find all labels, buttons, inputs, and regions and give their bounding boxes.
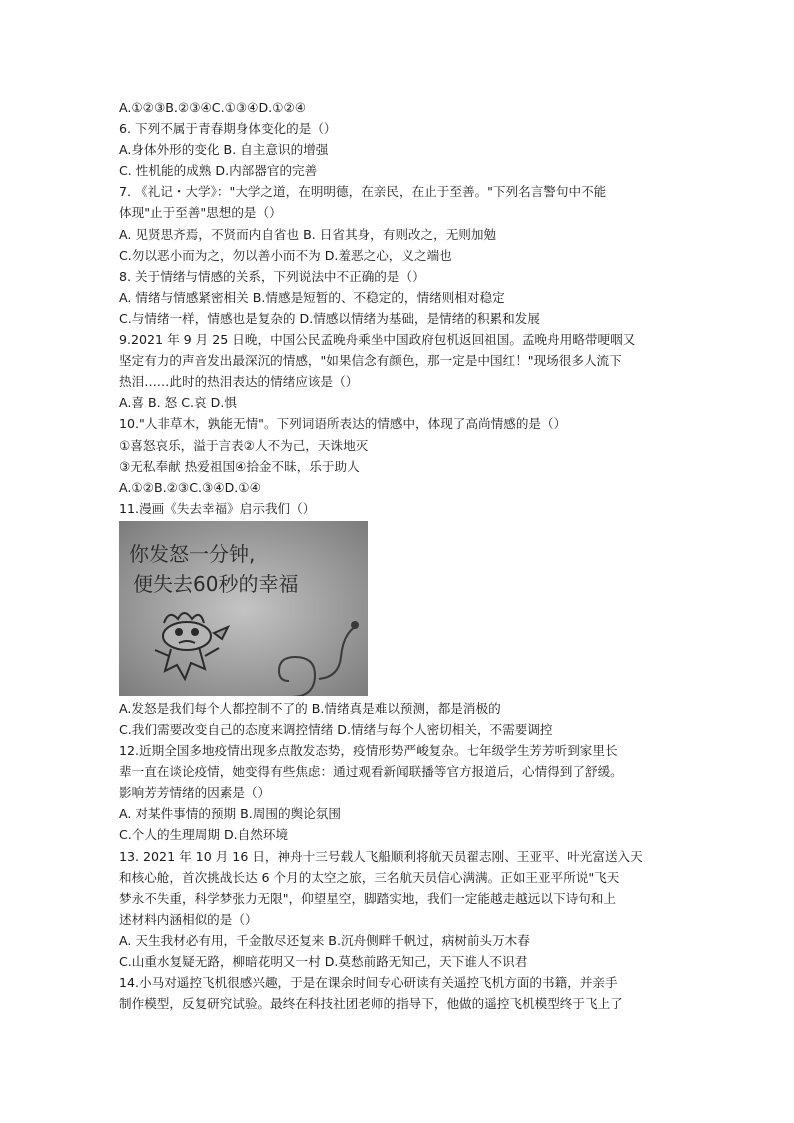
text-before-image-line: C. 性机能的成熟 D.内部器官的完善: [119, 163, 318, 179]
text-after-image-line: 述材料内涵相似的是（）: [119, 911, 258, 927]
text-before-image-line: 10."人非草木，孰能无情"。下列词语所表达的情感中，体现了高尚情感的是（）: [119, 416, 567, 432]
text-after-image-line: 12.近期全国多地疫情出现多点散发态势，疫情形势严峻复杂。七年级学生芳芳听到家里长: [119, 743, 618, 759]
text-after-image-line: C.山重水复疑无路，柳暗花明又一村 D.莫愁前路无知己，天下谁人不识君: [119, 954, 528, 969]
comic-drawing: [119, 521, 368, 696]
text-after-image-line: 和核心舱，首次挑战长达 6 个月的太空之旅，三名航天员信心满满。正如王亚平所说"飞天: [119, 869, 620, 885]
text-after-image-line: C.我们需要改变自己的态度来调控情绪 D.情绪与每个人密切相关，不需要调控: [119, 721, 553, 737]
questions-5-to-11: [119, 97, 679, 519]
text-before-image-line: 8. 关于情绪与情感的关系，下列说法中不正确的是（）: [119, 268, 425, 284]
text-before-image-line: A.①②B.②③C.③④D.①④: [119, 479, 261, 495]
text-before-image-line: C.与情绪一样，情感也是复杂的 D.情感以情绪为基础，是情绪的积累和发展: [119, 310, 540, 326]
text-after-image-line: 辈一直在谈论疫情，她变得有些焦虑：通过观看新闻联播等官方报道后，心情得到了舒缓。: [119, 764, 623, 780]
text-after-image-line: A. 天生我材必有用，千金散尽还复来 B.沉舟侧畔千帆过，病树前头万木春: [119, 932, 530, 948]
exam-page: [119, 97, 679, 1014]
text-before-image-line: 11.漫画《失去幸福》启示我们（）: [119, 500, 316, 516]
text-before-image-line: 9.2021 年 9 月 25 日晚，中国公民孟晚舟乘坐中国政府包机返回祖国。孟晚舟用略带哽咽又: [119, 332, 636, 348]
text-after-image-line: 13. 2021 年 10 月 16 日，神舟十三号载人飞船顺利将航天员翟志刚、王亚平、叶光富送入天: [119, 848, 643, 864]
text-after-image-line: A. 对某件事情的预期 B.周围的舆论氛围: [119, 806, 341, 822]
text-before-image-line: A. 情绪与情感紧密相关 B.情感是短暂的、不稳定的，情绪则相对稳定: [119, 289, 505, 305]
comic-caption-line2: 便失去60秒的幸福: [133, 571, 299, 596]
text-after-image-line: 梦永不失重，科学梦张力无限"，仰望星空，脚踏实地，我们一定能越走越远以下诗句和上: [119, 890, 616, 906]
text-before-image-line: 坚定有力的声音发出最深沉的情感，"如果信念有颜色，那一定是中国红！"现场很多人流下: [119, 353, 622, 369]
text-before-image-line: A.①②③B.②③④C.①③④D.①②④: [119, 100, 307, 115]
comic-caption-line1: 你发怒一分钟,: [129, 541, 256, 566]
text-after-image-line: 制作模型，反复研究试验。最终在科技社团老师的指导下，他做的遥控飞机模型终于飞上了: [119, 996, 623, 1012]
text-before-image-line: ①喜怒哀乐，溢于言表②人不为己，天诛地灭: [119, 437, 369, 453]
text-before-image-line: 热泪……此时的热泪表达的情绪应该是（）: [119, 374, 359, 390]
text-before-image-line: ③无私奉献 热爱祖国④拾金不昧，乐于助人: [119, 458, 360, 474]
questions-11-options-to-14: [119, 698, 679, 1014]
text-before-image-line: A.身体外形的变化 B. 自主意识的增强: [119, 142, 329, 158]
text-before-image-line: A. 见贤思齐焉，不贤而内自省也 B. 日省其身，有则改之，无则加勉: [119, 226, 497, 242]
text-after-image-line: 影响芳芳情绪的因素是（）: [119, 785, 271, 801]
text-after-image-line: C.个人的生理周期 D.自然环境: [119, 827, 289, 843]
text-after-image-line: 14.小马对遥控飞机很感兴趣，于是在课余时间专心研读有关遥控飞机方面的书籍，并亲手: [119, 975, 618, 991]
text-before-image-line: 6. 下列不属于青春期身体变化的是（）: [119, 121, 337, 137]
text-before-image-line: 7. 《礼记・大学》："大学之道，在明明德，在亲民，在止于至善。"下列名言警句中不能: [119, 184, 607, 200]
text-before-image-line: A.喜 B. 怒 C.哀 D.惧: [119, 395, 237, 411]
comic-lose-happiness: [119, 521, 368, 696]
text-before-image-line: C.勿以恶小而为之，勿以善小而不为 D.羞恶之心，义之端也: [119, 247, 452, 263]
text-before-image-line: 体现"止于至善"思想的是（）: [119, 205, 282, 221]
text-after-image-line: A.发怒是我们每个人都控制不了的 B.情绪真是难以预测，都是消极的: [119, 700, 501, 716]
